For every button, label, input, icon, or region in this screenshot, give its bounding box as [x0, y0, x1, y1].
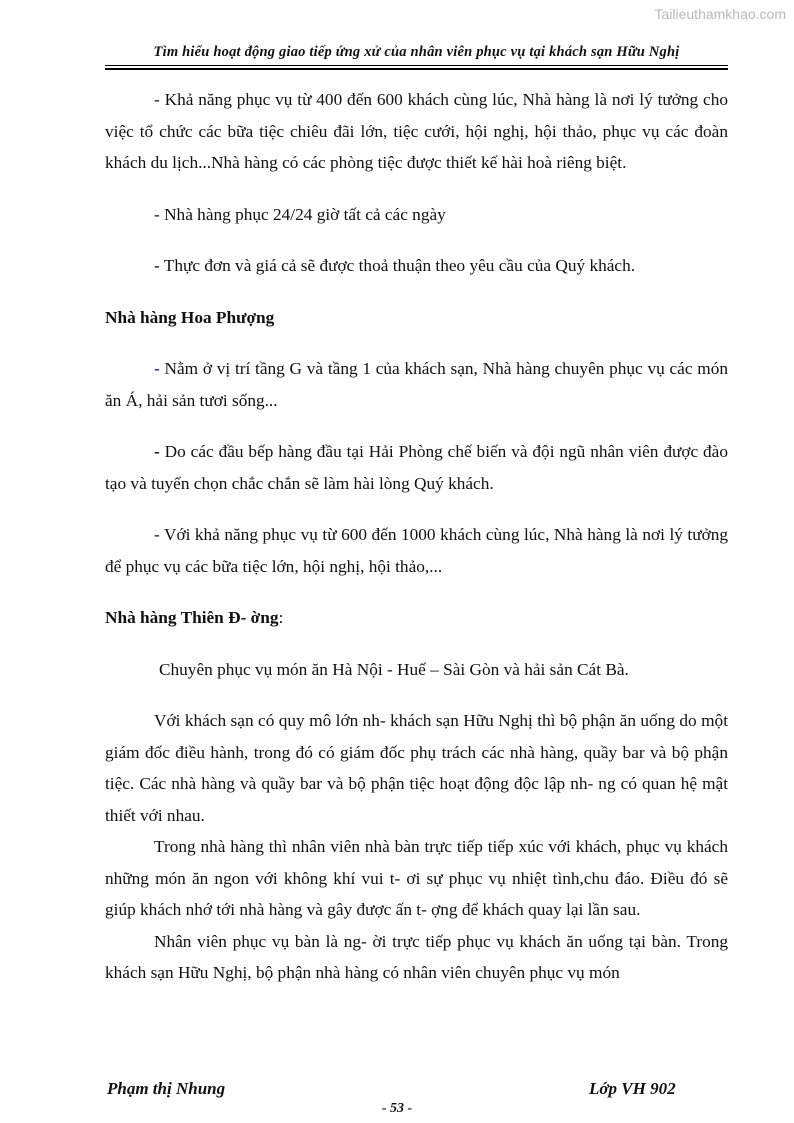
paragraph-text: Do các đầu bếp hàng đầu tại Hải Phòng chế biến và đội ngũ nhân viên được đào tạo và tuyển chọn chắc chắn sẽ làm hài lòng Quý khách. [105, 442, 728, 493]
section-heading: Nhà hàng Hoa Phượng [105, 307, 275, 327]
section-heading [105, 602, 728, 634]
paragraph [105, 436, 728, 499]
footer-class: Lớp VH 902 [589, 1079, 676, 1098]
paragraph: Với khách sạn có quy mô lớn nh- khách sạn Hữu Nghị thì bộ phận ăn uống do một giám đốc điều hành, trong đó có giám đốc phụ trách các nhà hàng, quầy bar và bộ phận tiệc. Các nhà hàng và quầy bar và bộ phận tiệc hoạt động độc lập nh- ng có quan hệ mật thiết với nhau. [105, 711, 728, 825]
paragraph-text: Nằm ở vị trí tầng G và tầng 1 của khách sạn, Nhà hàng chuyên phục vụ các món ăn Á, hải sản tươi sống... [105, 359, 728, 410]
page-header: Tìm hiểu hoạt động giao tiếp ứng xử của nhân viên phục vụ tại khách sạn Hữu Nghị [153, 44, 680, 60]
paragraph: - Thực đơn và giá cả sẽ được thoả thuận theo yêu cầu của Quý khách. [154, 256, 636, 275]
heading-colon: : [278, 608, 284, 627]
paragraph: Chuyên phục vụ món ăn Hà Nội - Huế – Sài Gòn và hải sản Cát Bà. [159, 659, 629, 679]
header-rule-thick [105, 68, 728, 70]
paragraph [105, 353, 728, 416]
document-body [105, 84, 728, 989]
paragraph: - Với khả năng phục vụ từ 600 đến 1000 khách cùng lúc, Nhà hàng là nơi lý tưởng để phục vụ các bữa tiệc lớn, hội nghị, hội thảo,... [105, 525, 728, 576]
paragraph: - Nhà hàng phục 24/24 giờ tất cả các ngày [154, 204, 446, 224]
paragraph: Trong nhà hàng thì nhân viên nhà bàn trực tiếp tiếp xúc với khách, phục vụ khách những món ăn ngon với không khí vui t- ơi sự phục vụ nhiệt tình,chu đáo. Điều đó sẽ giúp khách nhớ tới nhà hàng và gây được ấn t- ợng để khách quay lại lần sau. [105, 837, 728, 919]
bullet-dash: - [154, 442, 160, 461]
header-rule-thin [105, 65, 728, 66]
paragraph: Nhân viên phục vụ bàn là ng- ời trực tiếp phục vụ khách ăn uống tại bàn. Trong khách sạn Hữu Nghị, bộ phận nhà hàng có nhân viên chuyên phục vụ món [105, 931, 728, 982]
footer-author: Phạm thị Nhung [107, 1079, 226, 1098]
paragraph: - Khả năng phục vụ từ 400 đến 600 khách cùng lúc, Nhà hàng là nơi lý tưởng cho việc tổ chức các bữa tiệc chiêu đãi lớn, tiệc cưới, hội nghị, hội thảo, phục vụ các đoàn khách du lịch...Nhà hàng có các phòng tiệc được thiết kế hài hoà riêng biệt. [105, 90, 728, 172]
watermark: Tailieuthamkhao.com [654, 6, 786, 22]
section-heading-text: Nhà hàng Thiên Đ- ờng [105, 608, 279, 627]
bullet-dash: - [154, 359, 160, 378]
page-number: - 53 - [381, 1101, 413, 1116]
